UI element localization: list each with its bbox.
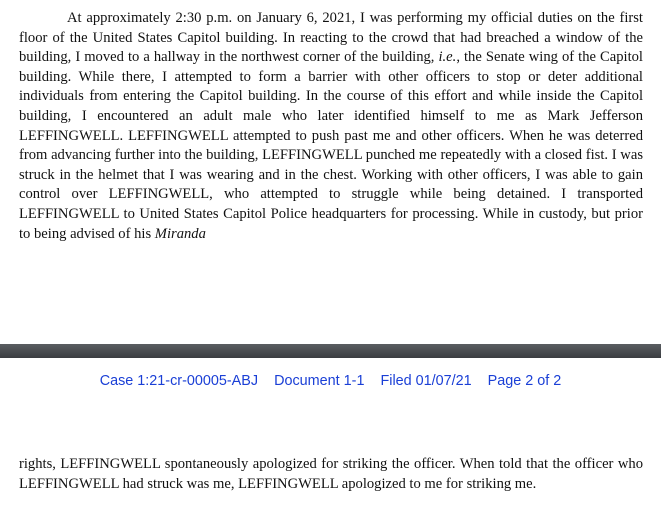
case-header [0, 373, 661, 389]
affidavit-paragraph [19, 9, 643, 244]
ie-abbreviation: i.e. [438, 49, 457, 66]
case-header-bar [0, 358, 661, 408]
case-number: Case 1:21-cr-00005-ABJ [99, 373, 259, 389]
document-number: Document 1-1 [274, 373, 365, 389]
miranda-term: Miranda [154, 225, 206, 242]
continuation-paragraph: rights, LEFFINGWELL spontaneously apologized for striking the officer. When told that the officer who LEFFINGWELL had struck was me, LEFFINGWELL apologized to me for striking me. [19, 456, 643, 492]
paragraph-text-start: At approximately 2:30 p.m. on January 6, 2021, I was performing my official duties on the first floor of the United States Capitol building. In reacting to the crowd that had breached a window of the building, I moved to a hallway in the northwest corner of the building, [19, 10, 643, 66]
paragraph-text-middle: , the Senate wing of the Capitol building. While there, I attempted to form a barrier with other officers to stop or deter additional individuals from entering the Capitol building. In the course of this effort and while inside the Capitol building, I encountered an adult male who later identified himself to me as Mark Jefferson LEFFINGWELL. LEFFINGWELL attempted to push past me and other officers. When he was deterred from advancing further into the building, LEFFINGWELL punched me repeatedly with a closed fist. I was struck in the helmet that I was wearing and in the chest. Working with other officers, I was able to gain control over LEFFINGWELL, who attempted to struggle while being detained. I transported LEFFINGWELL to United States Capitol Police headquarters for processing. While in custody, but prior to being advised of his [19, 49, 643, 242]
page-indicator: Page 2 of 2 [487, 373, 562, 389]
page-separator [0, 344, 661, 358]
filed-date: Filed 01/07/21 [380, 373, 472, 389]
